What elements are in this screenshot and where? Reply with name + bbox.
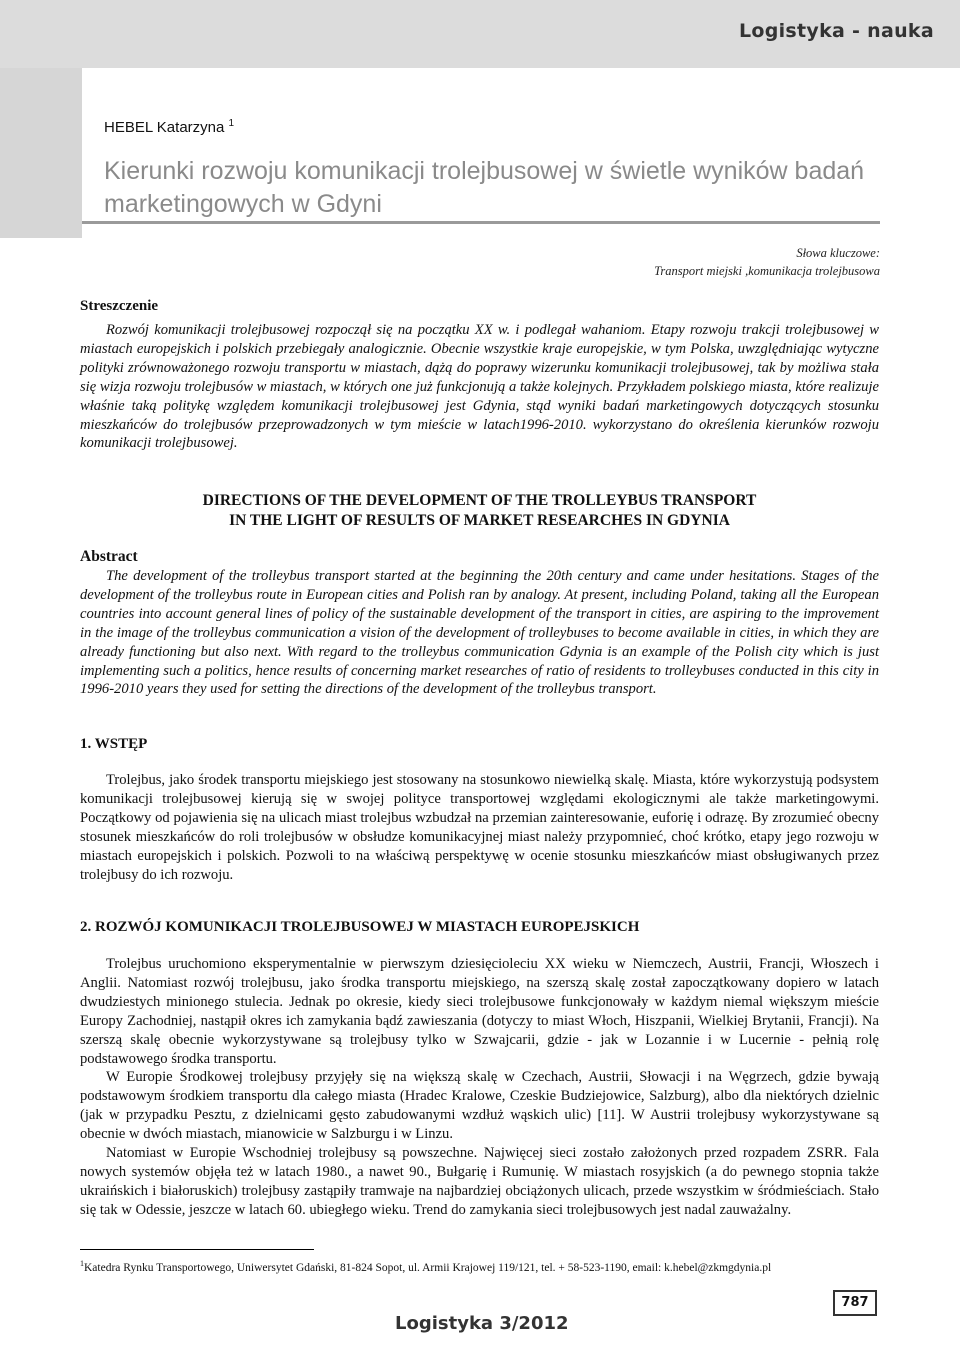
abstract-heading: Abstract (80, 548, 138, 565)
keywords-label: Słowa kluczowe: (796, 246, 880, 260)
article-title-polish: Kierunki rozwoju komunikacji trolejbusowej w świetle wyników badań marketingowych w Gdyni (104, 157, 865, 218)
section2-paragraph-3: Natomiast w Europie Wschodniej trolejbusy są powszechne. Najwięcej sieci zostało założonych przed rozpadem ZSRR. Fala nowych systemów objęła też w latach 1980., a nawet 90., Bułgarię i Rumunię. W miastach rosyjskich (a do pewnego stopnia także ukraińskich i białoruskich) trolejbusy zastąpiły tramwaje na najbardziej obciążonych ulicach, przede wszystkim w śródmieściach. Stało się tak w Odessie, jeszcze w latach 60. ubiegłego wieku. Trend do zamykania sieci trolejbusowych jest nadal zauważalny. (80, 1145, 879, 1218)
keywords-block (654, 244, 880, 280)
title-rule (82, 221, 880, 224)
section1-heading: 1. WSTĘP (80, 736, 148, 752)
side-decoration-block (0, 68, 82, 238)
section2-heading: 2. ROZWÓJ KOMUNIKACJI TROLEJBUSOWEJ W MIASTACH EUROPEJSKICH (80, 919, 640, 935)
section2-paragraph-2: W Europie Środkowej trolejbusy przyjęły się na większą skalę w Czechach, Austrii, Słowacji i na Węgrzech, gdzie bywają podstawowym środkiem transportu dla całego miasta (Hradec Kralowe, Czeskie Budziejowice, Salzburg), albo dla niektórych dzielnic (jak w przypadku Pesztu, z dzielnicami gęsto zabudowanymi wzdłuż wąskich ulic) [11]. W Austrii trolejbusy wykorzystywane są obecnie w dwóch miastach, mianowicie w Salzburgu i w Linzu. (80, 1069, 879, 1143)
author-name-text: HEBEL Katarzyna (104, 119, 225, 136)
abstract-text: The development of the trolleybus transport started at the beginning the 20th century and came under hesitations. Stages of the development of the trolleybus route in European cities and Polish ran by analogy. At present, including Poland, taking all the European countries into account general lines of policy of the sustainable development of the transport in cities, are aspiring to the improvement in the image of the trolleybus communication a vision of the development of trolleybuses to become available in cities, in which they are already functioning but also next. With regard to the trolleybus communication Gdynia is an example of the Polish city which is just implementing such a politics, hence results of concerning market researches of ratio of residents to trolleybuses conducted in this city in 1996-2010 years they used for setting the directions of the development of the trolleybus transport. (80, 568, 879, 698)
footnote-rule (80, 1249, 314, 1250)
journal-section-title: Logistyka - nauka (738, 20, 934, 42)
section2-paragraph-1: Trolejbus uruchomiono eksperymentalnie w pierwszym dziesięcioleciu XX wieku w Niemczech, Austrii, Francji, Włoszech i Anglii. Natomiast rozwój trolejbusu, jako środka transportu miejskiego, na szerszą skalę został zapoczątkowany dopiero w latach dwudziestych minionego stulecia. Jednak po okresie, kiedy sieci trolejbusowe funkcjonowały w każdym niemal większym mieście Europy Zachodniej, nastąpił okres ich zamykania bądź zawieszania (dotyczy to miast Włoch, Hiszpanii, Wielkiej Brytanii, Francji). Na szerszą skalę obecnie wykorzystywane są trolejbusy tylko w Szwajcarii, gdzie - jak w Lozannie i w Lucernie - pełnią rolę podstawowego środka transportu. (80, 956, 879, 1067)
streszczenie-text: Rozwój komunikacji trolejbusowej rozpoczął się na początku XX w. i podlegał wahaniom. Etapy rozwoju trakcji trolejbusowej w miastach europejskich i polskich przebiegały analogicznie. Obecnie wszystkie kraje europejskie, w tym Polska, uwzględniając wytyczne polityki zrównoważonego rozwoju transportu w miastach, dążą do poprawy wizerunku komunikacji trolejbusowej, tak by możliwa stała się wizja rozwoju trolejbusów w miastach, w których one już funkcjonują a także kolejnych. Przykładem polskiego miasta, które realizuje właśnie taką politykę względem komunikacji trolejbusowej jest Gdynia, stąd wyniki badań marketingowych dotyczących stosunku mieszkańców do trolejbusów przeprowadzonych w tym mieście w latach1996-2010. wykorzystano do określenia kierunków rozwoju komunikacji trolejbusowej. (80, 322, 879, 452)
streszczenie-heading: Streszczenie (80, 298, 159, 314)
author-name (104, 118, 234, 136)
english-title-line1: DIRECTIONS OF THE DEVELOPMENT OF THE TROLLEYBUS TRANSPORT (202, 492, 757, 509)
page-number: 787 (833, 1290, 877, 1316)
section1-paragraph: Trolejbus, jako środek transportu miejskiego jest stosowany na stosunkowo niewielką skalę. Miasta, które wykorzystują podsystem komunikacji trolejbusowej kierują się w swojej polityce transportowej względami ekologicznymi ale także marketingowymi. Początkowy od pojawienia się na ulicach miast trolejbus wzbudzał na przemian zainteresowanie, euforię i odrazę. By zrozumieć obecny stosunek mieszkańców do roli trolejbusów w obsłudze komunikacyjnej miast należy przypomnieć, choć krótko, etapy jego rozwoju w miastach europejskich i polskich. Pozwoli to na właściwą perspektywę w ocenie stosunku mieszkańców miast obsługiwanych przez trolejbusy do ich rozwoju. (80, 772, 879, 883)
english-title-line2: IN THE LIGHT OF RESULTS OF MARKET RESEARCHES IN GDYNIA (229, 512, 730, 529)
keywords-value: Transport miejski ,komunikacja trolejbusowa (654, 264, 880, 278)
footnote-mark: 1 (80, 1259, 84, 1268)
footer-journal-issue: Logistyka 3/2012 (395, 1313, 569, 1334)
author-footnote-mark: 1 (228, 118, 235, 129)
article-title-english (80, 491, 879, 531)
footnote (80, 1257, 890, 1275)
section2-body (80, 955, 879, 1220)
footnote-text: Katedra Rynku Transportowego, Uniwersytet Gdański, 81-824 Sopot, ul. Armii Krajowej 119/121, tel. + 58-523-1190, email: k.hebel@zkmgdynia.pl (84, 1261, 772, 1274)
